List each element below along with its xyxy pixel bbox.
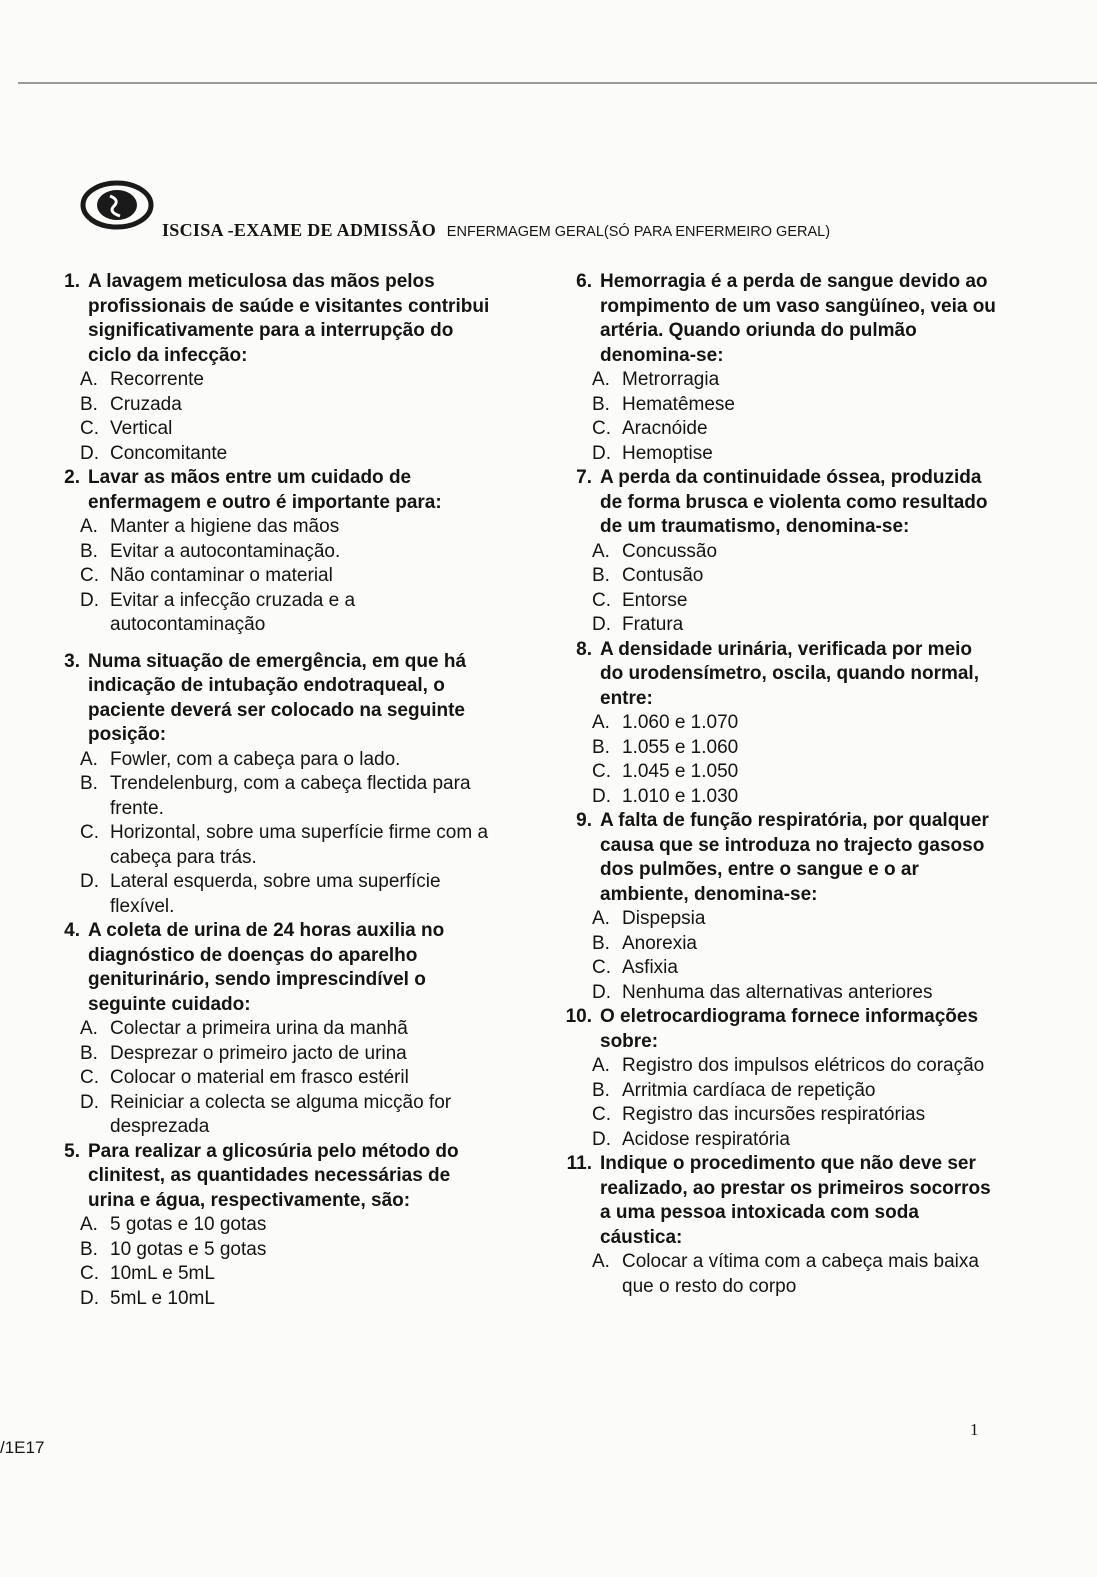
option-text: 1.060 e 1.070 (622, 712, 739, 733)
option-letter: B. (592, 736, 610, 758)
option-letter: A. (592, 908, 610, 929)
option-letter: D. (592, 981, 611, 1003)
question-number: 7. (576, 467, 592, 488)
answer-option (592, 907, 996, 932)
option-text: Colocar a vítima com a cabeça mais baixa que o resto do corpo (622, 1251, 979, 1297)
answer-option (80, 515, 494, 540)
question-stem: A densidade urinária, verificada por meio do urodensímetro, oscila, quando normal, entre: (600, 638, 979, 709)
answer-option (592, 1079, 996, 1104)
answer-option (592, 736, 996, 761)
answer-option (592, 393, 996, 418)
question-stem: Para realizar a glicosúria pelo método do clinitest, as quantidades necessárias de urina e água, respectivamente, são: (88, 1140, 459, 1211)
question-stem: Indique o procedimento que não deve ser realizado, ao prestar os primeiros socorros a uma pessoa intoxicada com soda cáustica: (600, 1153, 991, 1248)
answer-option (592, 368, 996, 393)
option-text: Fratura (622, 614, 684, 635)
option-letter: C. (592, 957, 611, 978)
question-number: 2. (64, 467, 80, 488)
question-block (556, 1152, 996, 1299)
option-letter: B. (80, 773, 98, 794)
option-letter: A. (592, 1251, 610, 1272)
option-text: Recorrente (110, 369, 204, 390)
option-text: Asfixia (622, 957, 678, 978)
question-block (556, 1005, 996, 1152)
option-letter: C. (592, 418, 611, 439)
answer-option (80, 540, 494, 565)
answer-option (80, 564, 494, 589)
option-text: Concussão (622, 540, 718, 562)
option-letter: C. (80, 822, 99, 843)
answer-option (592, 932, 996, 957)
option-text: 10mL e 5mL (110, 1263, 215, 1284)
answer-option (80, 821, 494, 870)
option-letter: A. (592, 540, 610, 562)
option-text: Desprezar o primeiro jacto de urina (110, 1042, 407, 1064)
option-text: Contusão (622, 565, 704, 586)
option-letter: C. (80, 1263, 99, 1284)
answer-option (592, 1250, 996, 1299)
option-text: Reiniciar a colecta se alguma micção for desprezada (110, 1091, 452, 1137)
question-stem: A falta de função respiratória, por qualquer causa que se introduza no trajecto gasoso dos pulmões, entre o sangue e o ar ambiente, denomina-se: (600, 810, 989, 905)
option-text: Metrorragia (622, 369, 720, 390)
answer-option (80, 1262, 494, 1287)
question-block (556, 809, 996, 1005)
option-letter: D. (80, 1287, 99, 1309)
option-letter: B. (80, 393, 98, 415)
option-letter: B. (592, 565, 610, 586)
option-text: Dispepsia (622, 908, 706, 929)
page-number: 1 (970, 1420, 979, 1439)
option-text: Colectar a primeira urina da manhã (110, 1018, 408, 1039)
answer-option (592, 564, 996, 589)
answer-option (80, 748, 494, 773)
exam-header (162, 220, 830, 241)
left-column (44, 270, 494, 1311)
option-text: 1.055 e 1.060 (622, 736, 739, 758)
answer-option (80, 1238, 494, 1263)
answer-option (592, 1103, 996, 1128)
question-number: 11. (566, 1153, 592, 1174)
question-number: 10. (565, 1006, 592, 1027)
option-letter: D. (592, 785, 611, 807)
answer-option (80, 1066, 494, 1091)
question-number: 4. (64, 920, 80, 941)
answer-option (80, 1017, 494, 1042)
option-letter: B. (80, 540, 98, 562)
option-text: Aracnóide (622, 418, 708, 439)
answer-option (80, 417, 494, 442)
answer-option (592, 540, 996, 565)
option-text: Arritmia cardíaca de repetição (622, 1079, 876, 1101)
option-letter: D. (592, 614, 611, 635)
question-number: 6. (576, 271, 592, 292)
option-text: Colocar o material em frasco estéril (110, 1067, 409, 1088)
option-text: 5 gotas e 10 gotas (110, 1214, 267, 1235)
answer-option (80, 1042, 494, 1067)
question-number: 5. (64, 1140, 80, 1162)
answer-option (592, 785, 996, 810)
option-letter: D. (592, 442, 611, 464)
option-text: Registro das incursões respiratórias (622, 1104, 926, 1125)
option-letter: A. (592, 712, 610, 733)
answer-option (80, 772, 494, 821)
course-title: ENFERMAGEM GERAL(SÓ PARA ENFERMEIRO GERAL) (446, 224, 831, 240)
option-text: Lateral esquerda, sobre uma superfície flexível. (110, 871, 441, 917)
answer-option (592, 1128, 996, 1153)
question-stem: Numa situação de emergência, em que há indicação de intubação endotraqueal, o paciente deverá ser colocado na seguinte posição: (88, 650, 467, 745)
question-stem: A lavagem meticulosa das mãos pelos profissionais de saúde e visitantes contribui significativamente para a interrupção do ciclo da infecção: (88, 271, 490, 366)
answer-option (592, 589, 996, 614)
option-letter: B. (592, 932, 610, 954)
answer-option (80, 368, 494, 393)
answer-option (592, 1054, 996, 1079)
answer-option (80, 589, 494, 638)
answer-option (592, 760, 996, 785)
answer-option (592, 442, 996, 467)
option-letter: B. (592, 1079, 610, 1101)
option-text: Cruzada (110, 393, 182, 415)
question-stem: Lavar as mãos entre um cuidado de enfermagem e outro é importante para: (88, 467, 442, 513)
answer-option (80, 1287, 494, 1312)
option-text: 5mL e 10mL (110, 1287, 215, 1309)
school-logo-icon (80, 180, 154, 230)
spacer (44, 638, 494, 650)
option-text: Registro dos impulsos elétricos do coração (622, 1055, 985, 1076)
option-letter: A. (80, 369, 98, 390)
option-text: Fowler, com a cabeça para o lado. (110, 748, 401, 770)
option-text: Não contaminar o material (110, 565, 333, 586)
top-rule (18, 82, 1097, 84)
option-letter: C. (592, 589, 611, 611)
option-letter: B. (80, 1042, 98, 1064)
option-text: Anorexia (622, 932, 697, 954)
answer-option (80, 442, 494, 467)
question-block (44, 270, 494, 466)
option-text: Evitar a infecção cruzada e a autocontaminação (110, 589, 356, 635)
question-stem: A perda da continuidade óssea, produzida de forma brusca e violenta como resultado de um traumatismo, denomina-se: (600, 467, 988, 537)
option-letter: D. (80, 871, 99, 892)
option-letter: C. (592, 761, 611, 782)
answer-option (592, 417, 996, 442)
answer-option (80, 1213, 494, 1238)
option-letter: A. (80, 1214, 98, 1235)
question-block (44, 1140, 494, 1312)
question-block (44, 466, 494, 638)
option-text: Manter a higiene das mãos (110, 516, 340, 537)
option-text: Entorse (622, 589, 688, 611)
option-letter: A. (592, 1055, 610, 1076)
question-block (556, 466, 996, 638)
footer-code: /1E17 (0, 1438, 45, 1457)
question-number: 1. (64, 271, 80, 292)
answer-option (80, 1091, 494, 1140)
answer-option (80, 870, 494, 919)
option-letter: D. (592, 1128, 611, 1150)
question-block (44, 650, 494, 920)
question-number: 3. (64, 650, 80, 672)
question-number: 9. (576, 810, 592, 831)
option-letter: A. (80, 1018, 98, 1039)
option-letter: A. (80, 748, 98, 770)
question-block (44, 919, 494, 1140)
option-text: 10 gotas e 5 gotas (110, 1238, 267, 1260)
option-letter: D. (80, 1091, 99, 1113)
question-number: 8. (576, 638, 592, 660)
option-text: 1.010 e 1.030 (622, 785, 739, 807)
option-letter: B. (80, 1238, 98, 1260)
option-letter: C. (80, 418, 99, 439)
option-text: Vertical (110, 418, 173, 439)
answer-option (592, 956, 996, 981)
option-letter: C. (592, 1104, 611, 1125)
option-text: Trendelenburg, com a cabeça flectida para frente. (110, 773, 471, 819)
question-stem: A coleta de urina de 24 horas auxilia no diagnóstico de doenças do aparelho geniturinário, sendo imprescindível o seguinte cuidado: (88, 920, 445, 1015)
question-block (556, 270, 996, 466)
option-text: Acidose respiratória (622, 1128, 790, 1150)
question-stem: O eletrocardiograma fornece informações sobre: (600, 1006, 979, 1052)
option-text: Nenhuma das alternativas anteriores (622, 981, 933, 1003)
option-text: Evitar a autocontaminação. (110, 540, 341, 562)
option-text: Hematêmese (622, 393, 735, 415)
option-letter: D. (80, 589, 99, 611)
option-text: Horizontal, sobre uma superfície firme com a cabeça para trás. (110, 822, 489, 868)
answer-option (592, 613, 996, 638)
option-text: Concomitante (110, 442, 228, 464)
right-column (556, 270, 996, 1299)
option-letter: A. (592, 369, 610, 390)
question-block (556, 638, 996, 810)
option-text: 1.045 e 1.050 (622, 761, 739, 782)
option-letter: A. (80, 516, 98, 537)
answer-option (80, 393, 494, 418)
question-stem: Hemorragia é a perda de sangue devido ao rompimento de um vaso sangüíneo, veia ou artéria. Quando oriunda do pulmão denomina-se: (600, 271, 996, 366)
option-letter: B. (592, 393, 610, 415)
option-letter: C. (80, 1067, 99, 1088)
answer-option (592, 711, 996, 736)
option-letter: C. (80, 565, 99, 586)
answer-option (592, 981, 996, 1006)
school-title: ISCISA -EXAME DE ADMISSÃO (162, 220, 437, 240)
option-letter: D. (80, 442, 99, 464)
option-text: Hemoptise (622, 442, 713, 464)
